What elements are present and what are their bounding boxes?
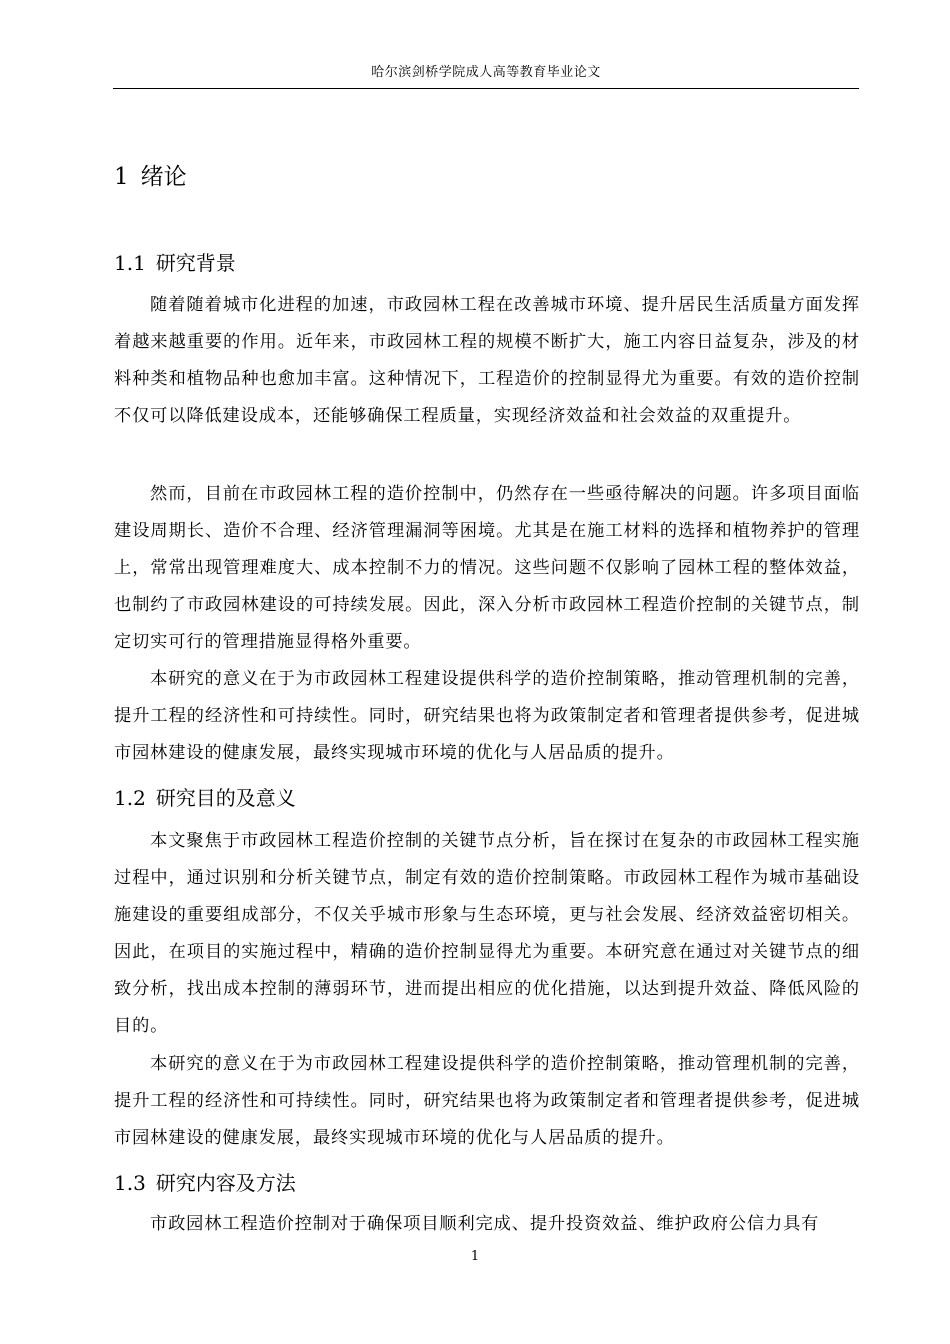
section-number: 1.1 (114, 251, 146, 275)
header-rule (113, 88, 859, 89)
chapter-number: 1 (114, 164, 129, 190)
paragraph-1-1-2: 然而，目前在市政园林工程的造价控制中，仍然存在一些亟待解决的问题。许多项目面临建设周期长、造价不合理、经济管理漏洞等困境。尤其是在施工材料的选择和植物养护的管理上，常常出现管理难度大、成本控制不力的情况。这些问题不仅影响了园林工程的整体效益，也制约了市政园林建设的可持续发展。因此，深入分析市政园林工程造价控制的关键节点，制定切实可行的管理措施显得格外重要。 (114, 484, 860, 652)
section-title-1-2 (114, 783, 296, 813)
paragraph-1-1-1: 随着随着城市化进程的加速，市政园林工程在改善城市环境、提升居民生活质量方面发挥着越来越重要的作用。近年来，市政园林工程的规模不断扩大，施工内容日益复杂，涉及的材料种类和植物品种也愈加丰富。这种情况下，工程造价的控制显得尤为重要。有效的造价控制不仅可以降低建设成本，还能够确保工程质量，实现经济效益和社会效益的双重提升。 (114, 295, 860, 426)
section-number: 1.2 (114, 786, 146, 810)
running-header: 哈尔滨剑桥学院成人高等教育毕业论文 (371, 65, 601, 80)
section-title-1-1 (114, 248, 236, 278)
chapter-title-text: 绪论 (140, 164, 187, 190)
paragraph-1-2-1: 本文聚焦于市政园林工程造价控制的关键节点分析，旨在探讨在复杂的市政园林工程实施过程中，通过识别和分析关键节点，制定有效的造价控制策略。市政园林工程作为城市基础设施建设的重要组成部分，不仅关乎城市形象与生态环境，更与社会发展、经济效益密切相关。因此，在项目的实施过程中，精确的造价控制显得尤为重要。本研究意在通过对关键节点的细致分析，找出成本控制的薄弱环节，进而提出相应的优化措施，以达到提升效益、降低风险的目的。 (114, 831, 860, 1036)
section-number: 1.3 (114, 1171, 146, 1195)
paragraph-1-1-3: 本研究的意义在于为市政园林工程建设提供科学的造价控制策略，推动管理机制的完善，提升工程的经济性和可持续性。同时，研究结果也将为政策制定者和管理者提供参考，促进城市园林建设的健康发展，最终实现城市环境的优化与人居品质的提升。 (114, 669, 860, 763)
section-title-1-3 (114, 1168, 296, 1198)
page-number: 1 (470, 1249, 480, 1264)
section-title-text: 研究内容及方法 (155, 1171, 296, 1195)
section-title-text: 研究目的及意义 (155, 786, 296, 810)
paragraph-1-3-1: 市政园林工程造价控制对于确保项目顺利完成、提升投资效益、维护政府公信力具有 (150, 1214, 820, 1234)
chapter-title (114, 160, 187, 194)
section-title-text: 研究背景 (155, 251, 236, 275)
paragraph-1-2-2: 本研究的意义在于为市政园林工程建设提供科学的造价控制策略，推动管理机制的完善，提升工程的经济性和可持续性。同时，研究结果也将为政策制定者和管理者提供参考，促进城市园林建设的健康发展，最终实现城市环境的优化与人居品质的提升。 (114, 1054, 860, 1148)
